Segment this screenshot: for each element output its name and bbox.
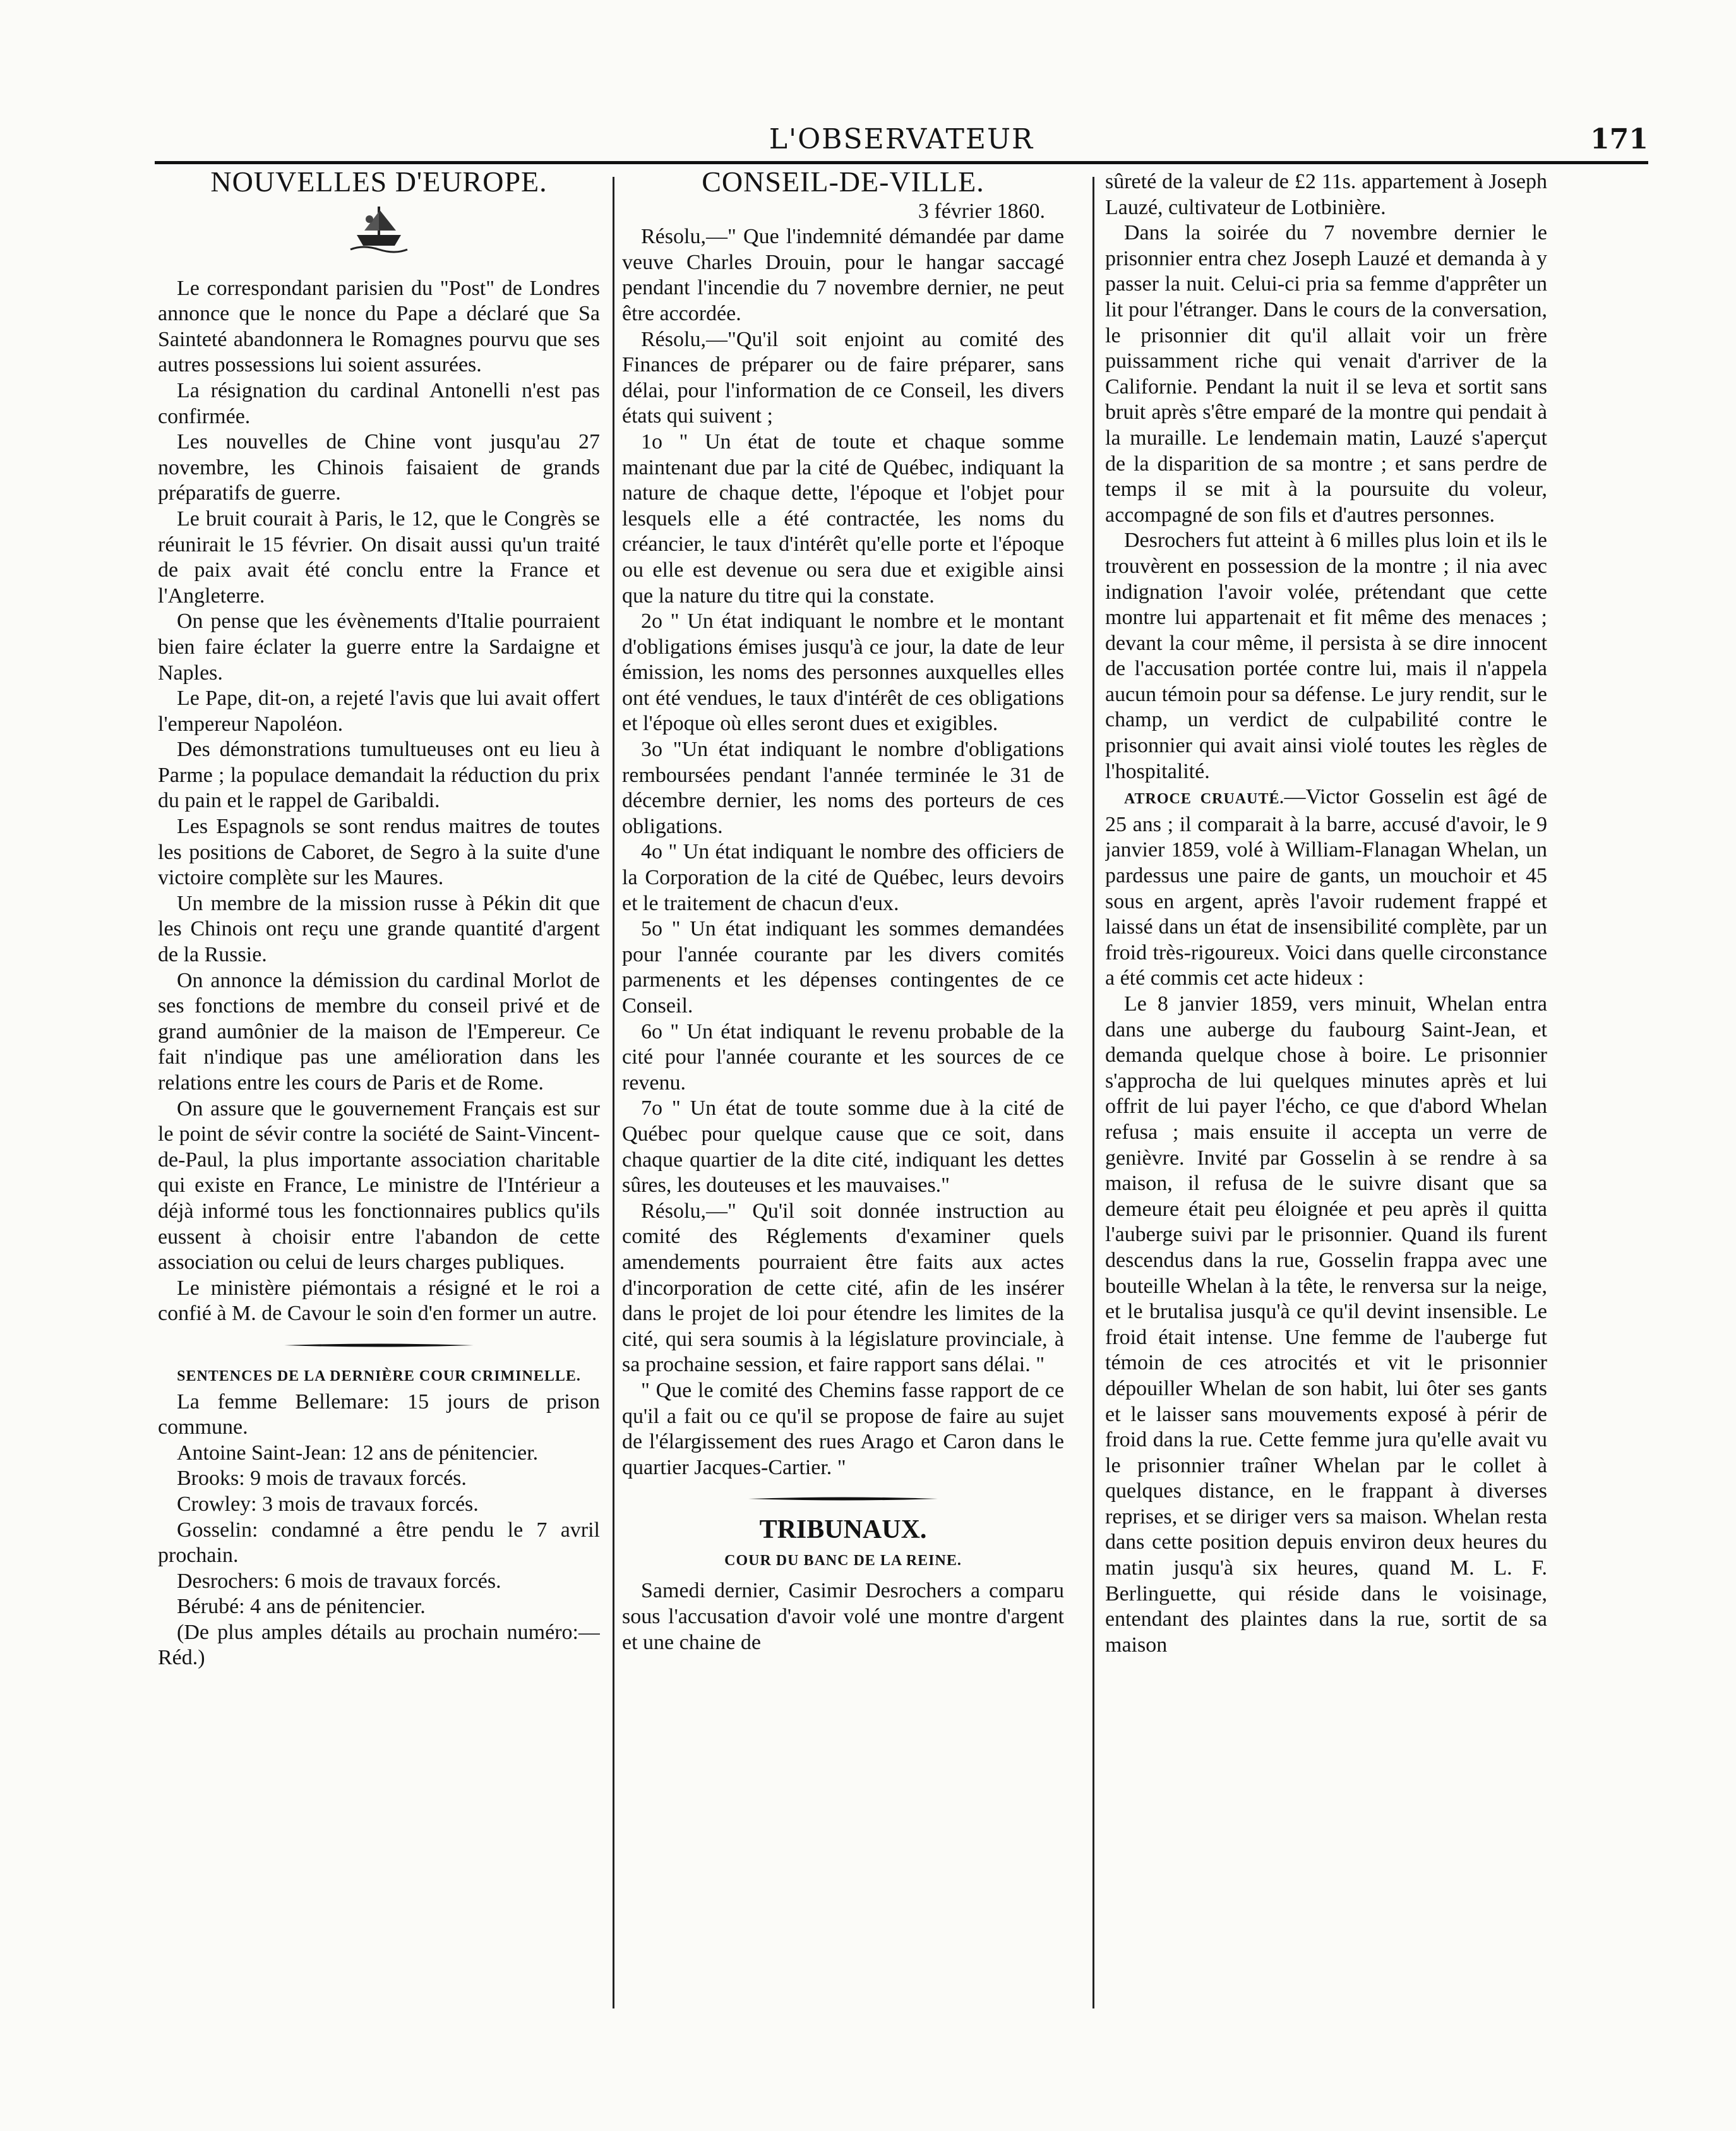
column-europe [158, 169, 600, 2083]
separator-rule [284, 1342, 474, 1348]
atroce-paragraph [1105, 784, 1547, 992]
news-paragraph: Le correspondant parisien du "Post" de Londres annonce que le nonce du Pape a déclaré que Sa Sainteté abandonnera le Romagnes pourvu que ses autres possessions lui soient assurées. [158, 276, 600, 377]
sentence-item: Crowley: 3 mois de travaux forcés. [177, 1492, 479, 1516]
atroce-text: —Victor Gosselin est âgé de 25 ans ; il comparait à la barre, accusé d'avoir, le 9 janvier 1859, volé à William-Flanagan Whelan, un pardessus une paire de gants, un mouchoir et 45 sous en argent, après l'avoir rudement frappé et laissé dans un état de insensibilité complète, par un froid très-rigoureux. Voici dans quelle circonstance a été commis cet acte hideux : [1105, 785, 1547, 990]
news-paragraph: Le bruit courait à Paris, le 12, que le Congrès se réunirait le 15 février. On disait aussi qu'un traité de paix avait été conclu entre la France et l'Angleterre. [158, 507, 600, 608]
council-paragraph: Résolu,—" Qu'il soit donnée instruction au comité des Réglements d'examiner quels amendements pourraient être faits aux actes d'incorporation de cette cité, afin de les insérer dans le projet de loi pour étendre les limites de la cité, qui sera soumis à la législature provinciale, à sa prochaine session, et faire rapport sans délai. " [622, 1199, 1064, 1377]
court-paragraph: Dans la soirée du 7 novembre dernier le prisonnier entra chez Joseph Lauzé et demanda à y passer la nuit. Celui-ci pria sa femme d'apprêter un lit pour l'étranger. Dans le cours de la conversation, le prisonnier dit qu'il allait voir un frère puissamment riche qui venait d'arriver de la Californie. Pendant la nuit il se leva et sortit sans bruit après s'être emparé de la montre qui pendait à la muraille. Le lendemain matin, Lauzé s'aperçut de la disparition de sa montre ; et sans perdre de temps il se mit à la poursuite du voleur, accompagné de son fils et d'autres personnes. [1105, 221, 1547, 527]
news-paragraph: On annonce la démission du cardinal Morlot de ses fonctions de membre du conseil privé et de grand aumônier de la maison de l'Empereur. Ce fait n'indique pas une amélioration dans les relations entre les cours de Paris et de Rome. [158, 968, 600, 1095]
page-number: 171 [1590, 123, 1648, 155]
sentence-item: La femme Bellemare: 15 jours de prison commune. [158, 1390, 600, 1439]
sentence-item: Bérubé: 4 ans de pénitencier. [177, 1595, 426, 1619]
section-heading-conseil: CONSEIL-DE-VILLE. [702, 169, 985, 198]
council-paragraph: 2o " Un état indiquant le nombre et le montant d'obligations émises jusqu'à ce jour, la date de leur émission, les noms des personnes auxquelles elles ont été vendues, le taux d'intérêt de ces obligations et l'époque où elles seront dues et exigibles. [622, 609, 1064, 736]
news-paragraph: Le Pape, dit-on, a rejeté l'avis que lui avait offert l'empereur Napoléon. [158, 687, 600, 736]
sentences-heading: SENTENCES DE LA DERNIÈRE COUR CRIMINELLE. [177, 1367, 581, 1384]
council-paragraph: 7o " Un état de toute somme due à la cité de Québec pour quelque cause que ce soit, dans chaque quartier de la dite cité, indiquant les dettes sûres, les douteuses et les mauvaises." [622, 1096, 1064, 1198]
separator-rule [748, 1496, 938, 1502]
council-paragraph: 6o " Un état indiquant le revenu probable de la cité pour l'année courante et les sources de ce revenu. [622, 1019, 1064, 1095]
top-rule [155, 161, 1648, 164]
section-heading-europe: NOUVELLES D'EUROPE. [210, 169, 548, 198]
court-paragraph: Samedi dernier, Casimir Desrochers a comparu sous l'accusation d'avoir volé une montre d'argent et une chaine de [622, 1579, 1064, 1654]
council-paragraph: 3o "Un état indiquant le nombre d'obligations remboursées pendant l'année terminée le 31 de décembre dernier, les noms des porteurs de ces obligations. [622, 738, 1064, 838]
news-paragraph: Un membre de la mission russe à Pékin dit que les Chinois ont reçu une grande quantité d'argent de la Russie. [158, 891, 600, 967]
court-paragraph: Le 8 janvier 1859, vers minuit, Whelan entra dans une auberge du faubourg Saint-Jean, et demanda quelque chose à boire. Le prisonnier s'approcha de lui quelques minutes après et lui offrit de lui payer l'écho, ce que d'abord Whelan refusa ; mais ensuite il accepta un verre de genièvre. Invité par Gosselin à se rendre à sa maison, il refusa de le suivre disant que sa demeure était peu éloignée et peu après il quitta l'auberge suivi par le prisonnier. Quand ils furent descendus dans la rue, Gosselin frappa avec une bouteille Whelan à la tête, le renversa sur la neige, et le brutalisa jusqu'à ce qu'il devint insensible. Le froid était intense. Une femme de l'auberge fut témoin de ces atrocités et vit le prisonnier dépouiller Whelan de son habit, lui ôter ses gants et le laisser sans mouvements exposé à périr de froid dans la rue. Cette femme jura qu'elle avait vu le prisonnier traîner Whelan par le collet à quelques distance, en le frappant à diverses reprises, et se diriger vers sa maison. Whelan resta dans cette position depuis environ deux heures du matin jusqu'à six heures, quand M. L. F. Berlinguette, qui réside dans le voisinage, entendant des plaintes dans la rue, sortit de sa maison [1105, 992, 1547, 1657]
council-paragraph: Résolu,—"Qu'il soit enjoint au comité des Finances de préparer ou de faire préparer, sans délai, pour l'information de ce Conseil, les divers états qui suivent ; [622, 327, 1064, 428]
sentence-item: Brooks: 9 mois de travaux forcés. [177, 1467, 467, 1491]
court-paragraph: sûreté de la valeur de £2 11s. appartement à Joseph Lauzé, cultivateur de Lotbinière. [1105, 170, 1547, 219]
news-paragraph: Le ministère piémontais a résigné et le roi a confié à M. de Cavour le soin d'en former un autre. [158, 1276, 600, 1326]
news-paragraph: On pense que les évènements d'Italie pourraient bien faire éclater la guerre entre la Sardaigne et Naples. [158, 609, 600, 685]
column-tribunaux-cont [1105, 169, 1547, 2083]
editor-note: (De plus amples détails au prochain numéro:—Réd.) [158, 1620, 600, 1670]
council-paragraph: " Que le comité des Chemins fasse rapport de ce qu'il a fait ou ce qu'il se propose de faire au sujet de l'élargissement des rues Arago et Caron dans le quartier Jacques-Cartier. " [622, 1378, 1064, 1479]
council-paragraph: 5o " Un état indiquant les sommes demandées pour l'année courante par les divers comités parmenents et les dépenses contingentes de ce Conseil. [622, 917, 1064, 1017]
council-paragraph: Résolu,—" Que l'indemnité démandée par dame veuve Charles Drouin, pour le hangar saccagé pendant l'incendie du 7 novembre dernier, ne peut être accordée. [622, 225, 1064, 325]
news-paragraph: Des démonstrations tumultueuses ont eu lieu à Parme ; la populace demandait la réduction du prix du pain et le rappel de Garibaldi. [158, 738, 600, 813]
masthead [155, 123, 1648, 161]
column-conseil [622, 169, 1064, 2083]
council-date: 3 février 1860. [918, 199, 1045, 223]
news-paragraph: Les nouvelles de Chine vont jusqu'au 27 novembre, les Chinois faisaient de grands préparatifs de guerre. [158, 430, 600, 505]
atroce-label: ATROCE CRUAUTÉ. [1124, 791, 1284, 808]
column-rule-2 [1092, 177, 1094, 2008]
section-heading-tribunaux: TRIBUNAUX. [759, 1515, 927, 1545]
column-rule-1 [613, 177, 614, 2008]
council-paragraph: 4o " Un état indiquant le nombre des officiers de la Corporation de la cité de Québec, leurs devoirs et le traitement de chacun d'eux. [622, 840, 1064, 915]
sentence-item: Gosselin: condamné a être pendu le 7 avril prochain. [158, 1518, 600, 1568]
court-paragraph: Desrochers fut atteint à 6 milles plus loin et ils le trouvèrent en possession de la montre ; il nia avec indignation l'avoir volée, prétendant que cette montre lui appartenait et fit même des menaces ; devant la cour même, il persista à se dire innocent de l'accusation portée contre lui, mais il n'appela aucun témoin pour sa défense. Le jury rendit, sur le champ, un verdict de culpabilité contre le prisonnier qui avait ainsi violé toutes les règles de l'hospitalité. [1105, 529, 1547, 783]
sentence-item: Antoine Saint-Jean: 12 ans de pénitencier. [177, 1441, 539, 1465]
news-paragraph: Les Espagnols se sont rendus maitres de toutes les positions de Caboret, de Segro à la suite d'une victoire complète sur les Maures. [158, 815, 600, 890]
ship-ornament-icon [344, 200, 414, 257]
newspaper-title: L'OBSERVATEUR [769, 123, 1034, 155]
sentence-item: Desrochers: 6 mois de travaux forcés. [177, 1569, 501, 1593]
news-paragraph: On assure que le gouvernement Français est sur le point de sévir contre la société de Saint-Vincent-de-Paul, la plus importante association charitable qui existe en France, Le ministre de l'Intérieur a déjà informé tous les fonctionnaires publics qu'ils eussent à choisir entre l'abandon de cette association ou celui de leurs charges publiques. [158, 1096, 600, 1275]
council-paragraph: 1o " Un état de toute et chaque somme maintenant due par la cité de Québec, indiquant la nature de chaque dette, l'époque et l'objet pour lesquels elle a été contractée, les noms du créancier, le taux d'intérêt qu'elle porte et l'époque ou elle est devenue ou sera due et exigible ainsi que la nature du titre qui la constate. [622, 429, 1064, 608]
news-paragraph: La résignation du cardinal Antonelli n'est pas confirmée. [158, 378, 600, 428]
court-subheading: COUR DU BANC DE LA REINE. [724, 1552, 962, 1569]
